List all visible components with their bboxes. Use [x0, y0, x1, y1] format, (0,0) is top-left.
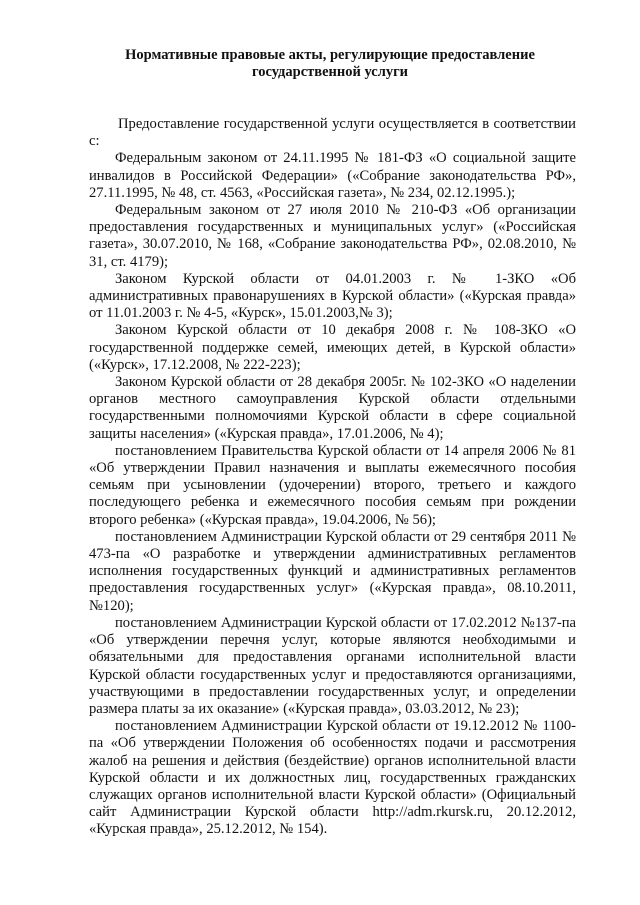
title-line-1: Нормативные правовые акты, регулирующие предоставление — [125, 47, 535, 63]
legal-act-paragraph: постановлением Администрации Курской области от 29 сентября 2011 № 473-па «О разработке и утверждении административных регламентов исполнения государственных функций и административных регламентов предоставления государственных услуг» («Курская правда», 08.10.2011, №120); — [89, 528, 576, 614]
legal-act-paragraph: Законом Курской области от 10 декабря 2008 г. № 108-ЗКО «О государственной поддержке семей, имеющих детей, в Курской области» («Курск», 17.12.2008, № 222-223); — [89, 322, 576, 373]
legal-act-paragraph: постановлением Администрации Курской области от 17.02.2012 №137-па «Об утверждении перечня услуг, которые являются необходимыми и обязательными для предоставления органами исполнительной власти Курской области государственных услуг и предоставляются организациями, участвующими в предоставлении государственных услуг, и определении размера платы за их оказание» («Курская правда», 03.03.2012, № 23); — [89, 614, 576, 717]
legal-act-paragraph: постановлением Правительства Курской области от 14 апреля 2006 № 81 «Об утверждении Правил назначения и выплаты ежемесячного пособия семьям при усыновлении (удочерении) второго, третьего и каждого последующего ребенка и ежемесячного пособия семьям при рождении второго ребенка» («Курская правда», 19.04.2006, № 56); — [89, 442, 576, 528]
document-body — [89, 116, 576, 839]
legal-act-paragraph: Федеральным законом от 24.11.1995 № 181-ФЗ «О социальной защите инвалидов в Российской Федерации» («Собрание законодательства РФ», 27.11.1995, № 48, ст. 4563, «Российская газета», № 234, 02.12.1995.); — [89, 150, 576, 201]
title-line-2: государственной услуги — [251, 64, 409, 80]
legal-act-paragraph: Законом Курской области от 28 декабря 2005г. № 102-ЗКО «О наделении органов местного самоуправления Курской области отдельными государственными полномочиями Курской области в сфере социальной защиты населения» («Курская правда», 17.01.2006, № 4); — [89, 374, 576, 442]
legal-act-paragraph: Федеральным законом от 27 июля 2010 № 210-ФЗ «Об организации предоставления государственных и муниципальных услуг» («Российская газета», 30.07.2010, № 168, «Собрание законодательства РФ», 02.08.2010, № 31, ст. 4179); — [89, 202, 576, 270]
intro-paragraph: Предоставление государственной услуги осуществляется в соответствии с: — [89, 116, 576, 150]
document-title — [60, 47, 600, 81]
legal-act-paragraph: постановлением Администрации Курской области от 19.12.2012 № 1100-па «Об утверждении Положения об особенностях подачи и рассмотрения жалоб на решения и действия (бездействие) органов исполнительной власти Курской области и их должностных лиц, государственных гражданских служащих органов исполнительной власти Курской области» (Официальный сайт Администрации Курской области http://adm.rkursk.ru, 20.12.2012, «Курская правда», 25.12.2012, № 154). — [89, 718, 576, 838]
legal-act-paragraph: Законом Курской области от 04.01.2003 г. № 1-ЗКО «Об административных правонарушениях в Курской области» («Курская правда» от 11.01.2003 г. № 4-5, «Курск», 15.01.2003,№ 3); — [89, 270, 576, 322]
